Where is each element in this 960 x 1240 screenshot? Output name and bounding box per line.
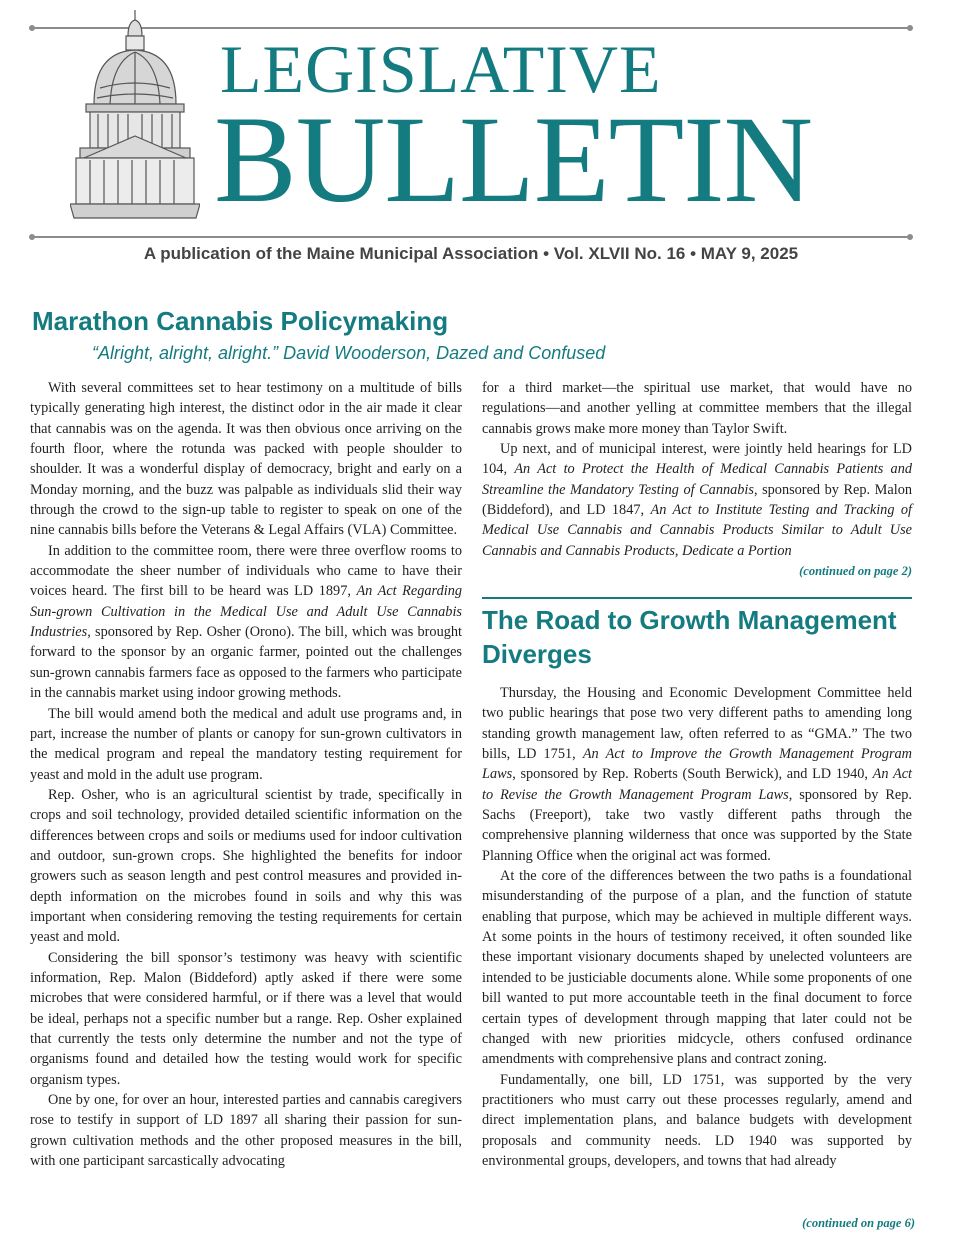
article-1-paragraph: Up next, and of municipal interest, were jointly held hearings for LD 104, An Act to Protect the Health of Medical Cannabis Patients and Streamline the Mandatory Testing of Cannabis, sponsored by Rep. Malon (Biddeford), and LD 1847, An Act to Institute Testing and Tracking of Medical Use Cannabis and Cannabis Products Similar to Adult Use Cannabis and Cannabis Products, Dedicate a Portion (482, 441, 912, 559)
bill-title: An Act to Institute Testing and Tracking of Medical Use Cannabis and Cannabis Products Similar to Adult Use Cannabis and Cannabis Products, Dedicate a Portion (482, 502, 912, 559)
article-2-paragraph: At the core of the differences between the two paths is a foundational misunderstanding of the purpose of a plan, and the function of statute enabling that purpose, which may be achieved in multiple different ways. At some points in the hours of testimony received, it often sounded like these important visionary documents shaped by unelected volunteers are intended to be justiciable documents alone. While some proponents of one bill wanted to put more accountable teeth in the final document to force certain types of development through mapping that later could not be changed with new priorities midcycle, others confused ordinance amendments with comprehensive plans and contract zoning. (482, 868, 912, 1068)
publication-line: A publication of the Maine Municipal Association • Vol. XLVII No. 16 • MAY 9, 2025 (143, 244, 799, 263)
article-divider (482, 597, 912, 599)
masthead-bottom-rule (32, 236, 910, 238)
article-1-paragraph: The bill would amend both the medical and adult use programs and, in part, increase the number of plants or canopy for sun-grown cultivators in the medical program and repeal the mandatory testing requirement for yeast and mold in the adult use program. (30, 705, 462, 783)
masthead-title-line2: BULLETIN (214, 91, 813, 228)
article-2-column (482, 683, 912, 1171)
article-1-paragraph: Considering the bill sponsor’s testimony was heavy with scientific information, Rep. Malon (Biddeford) aptly asked if there were some microbes that were considered harmful, or if there was a level that would be ideal, perhaps not a specific number but a range. Rep. Osher explained that currently the tests only determine the number and not the type of organisms found and detailed how the testing would work for specific organism types. (30, 949, 462, 1088)
continued-link-page-2[interactable]: (continued on page 2) (799, 564, 912, 578)
bill-title: An Act to Revise the Growth Management Program Laws, (482, 766, 913, 803)
article-1-paragraph: One by one, for over an hour, interested parties and cannabis caregivers rose to testify in support of LD 1897 all sharing their passion for sun-grown cultivation methods and the other proposed measures in the bill, with one participant sarcastically advocating (30, 1092, 462, 1170)
article-1-headline: Marathon Cannabis Policymaking (32, 306, 449, 336)
article-1-paragraph: With several committees set to hear testimony on a multitude of bills typically generating high interest, the distinct odor in the air made it clear that cannabis was on the agenda. It was then obvious once arriving on the fourth floor, where the rotunda was packed with people shoulder to shoulder. It was a wonderful display of democracy, bright and early on a Monday morning, and the buzz was palpable as individuals slid their way through the crowd to the sign-up table to register to speak on one of the nine cannabis bills before the Veterans & Legal Affairs (VLA) Committee. (30, 380, 462, 539)
article-1-column-left (30, 378, 462, 1171)
masthead-title-line1: LEGISLATIVE (220, 31, 662, 107)
continued-link-page-6[interactable]: (continued on page 6) (802, 1216, 915, 1230)
article-2-headline: The Road to Growth Management Diverges (482, 605, 897, 669)
bill-title: An Act to Improve the Growth Management Program Laws (482, 746, 913, 783)
article-1-paragraph: for a third market—the spiritual use market, that would have no regulations—and another yelling at committee members that the illegal cannabis grows make more money than Taylor Swift. (482, 380, 912, 437)
article-1-column-right (482, 378, 912, 561)
article-2-paragraph: Thursday, the Housing and Economic Development Committee held two public hearings that pose two very different paths to amending long standing growth management law, often referred to as “GMA.” The two bills, LD 1751, An Act to Improve the Growth Management Program Laws, sponsored by Rep. Roberts (South Berwick), and LD 1940, An Act to Revise the Growth Management Program Laws, sponsored by Rep. Sachs (Freeport), take two vastly different paths through the comprehensive planning wilderness that once was supported by the State Planning Office when the original act was formed. (482, 685, 913, 864)
bill-title: An Act Regarding Sun-grown Cultivation in the Medical Use and Adult Use Cannabis Industries (30, 583, 462, 641)
bill-title: An Act to Protect the Health of Medical Cannabis Patients and Streamline the Mandatory Testing of Cannabis (482, 461, 912, 498)
article-2-paragraph: Fundamentally, one bill, LD 1751, was supported by the very practitioners who must carry out these processes regularly, amend and direct implementation plans, and balance budgets with development proposals and community needs. LD 1940 was supported by environmental groups, developers, and towns that had already (482, 1071, 912, 1169)
capitol-dome-icon (70, 8, 200, 222)
article-1-subhead: “Alright, alright, alright.” David Wooderson, Dazed and Confused (92, 343, 606, 363)
article-1-paragraph: Rep. Osher, who is an agricultural scientist by trade, specifically in crops and soil technology, provided detailed scientific information on the differences between crops and soils or mediums used for indoor cultivation and outdoor, sun-grown crops. She highlighted the benefits for indoor growers such as season length and pest control measures and provided in-depth information on the microbes found in soils and why this was important when considering removing the testing requirements for certain yeast and mold. (30, 786, 462, 946)
article-1-paragraph: In addition to the committee room, there were three overflow rooms to accommodate the sheer number of individuals who came to have their voices heard. The first bill to be heard was LD 1897, An Act Regarding Sun-grown Cultivation in the Medical Use and Adult Use Cannabis Industries, sponsored by Rep. Osher (Orono). The bill, which was brought forward to the sponsor by an organic farmer, pointed out the challenges sun-grown cannabis farmers face as opposed to the farmers who participate in the cannabis market using indoor growing methods. (30, 542, 462, 702)
